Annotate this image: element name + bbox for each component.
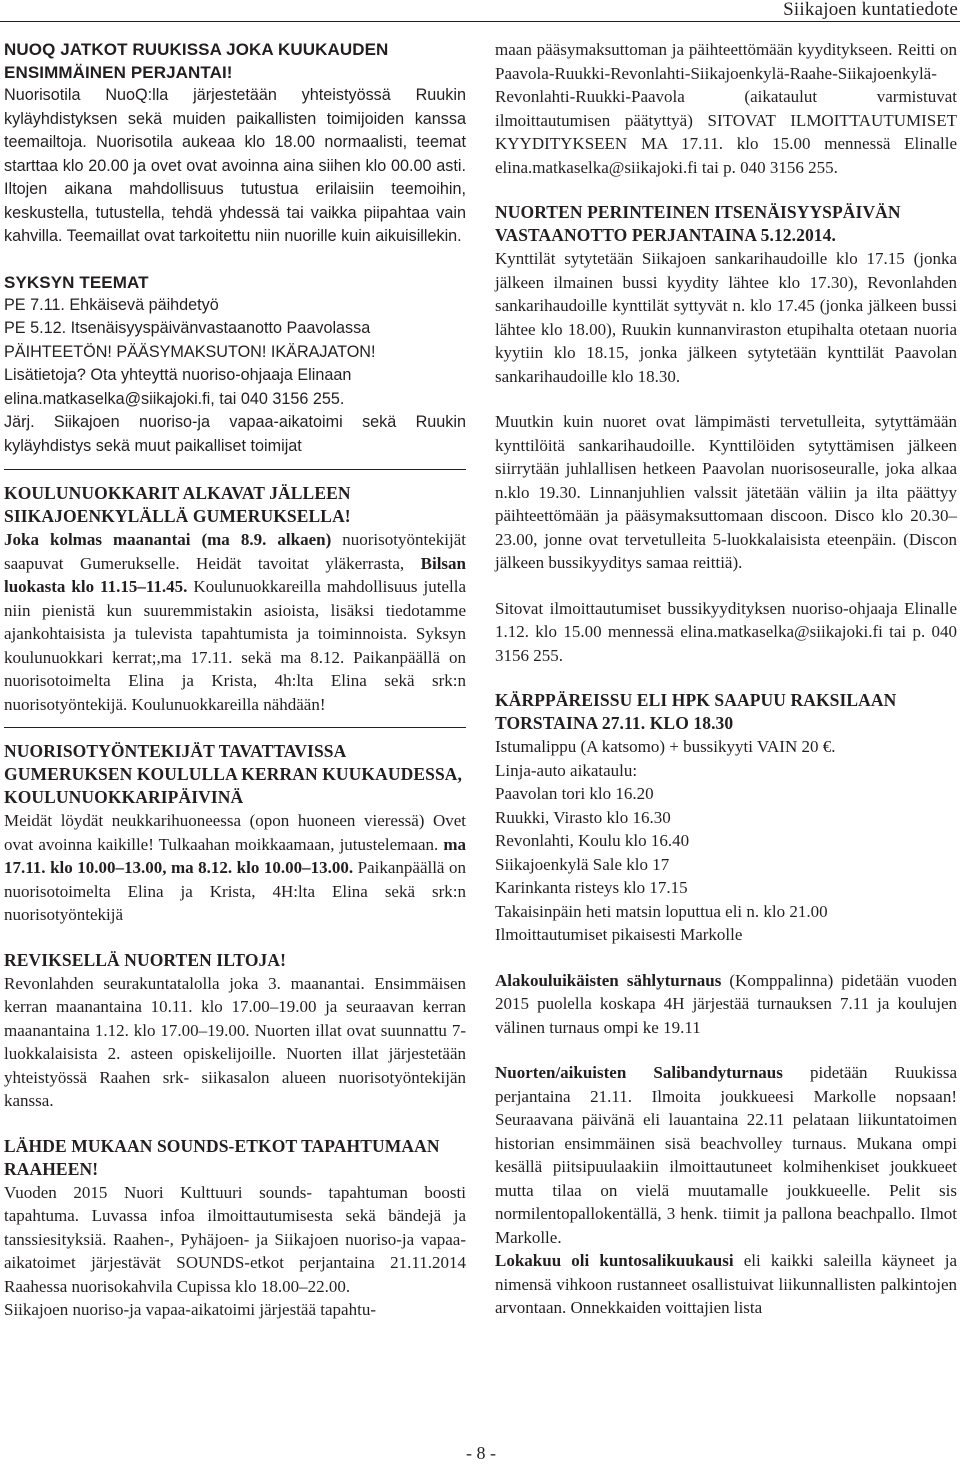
theme-line-2: PE 5.12. Itsenäisyyspäivänvastaanotto Paavolassa [4,319,371,337]
section-heading-reviksella: REVIKSELLÄ NUORTEN ILTOJA! [4,949,287,970]
paragraph-kuntosalikuukausi: Lokakuu oli kuntosalikuukausi eli kaikki saleilla käyneet ja nimensä vihkoon rustanneet osallistuivat liikunnallisten palkintojen arvontaan. Onnekkaiden voittajien lista [495,1251,957,1317]
paragraph-nuoq-intro: Nuorisotila NuoQ:lla järjestetään yhteistyössä Ruukin kyläyhdistyksen sekä muiden paikallisten toimijoiden kanssa teemailtoja. Nuorisotila aukeaa klo 18.00 normaalisti, teemat starttaa klo 20.00 ja ovet ovat avoinna aina siihen klo 00.00 asti. Iltojen aikana mahdollisuus tutustua erilaisiin teemoihin, keskustella, tutustella, tehdä yhdessä tai vaikka piipahtaa vain kahvilla. Teemaillat ovat tarkoitettu niin nuorille kuin aikuisillekin. [4,86,466,245]
schedule-stop: Karinkanta risteys klo 17.15 [495,878,688,897]
organizers-paragraph: Järj. Siikajoen nuoriso-ja vapaa-aikatoimi sekä Ruukin kyläyhdistys sekä muut paikalliset toimijat [4,413,466,455]
schedule-stop: Siikajoenkylä Sale klo 17 [495,854,670,874]
page-number: - 8 - [466,1443,496,1463]
paragraph-koulunuokkarit: Joka kolmas maanantai (ma 8.9. alkaen) nuorisotyöntekijät saapuvat Gumerukselle. Heidät tavoitat yläkerrasta, Bilsan luokasta klo 11.15–11.45. Koulunuokkareilla mahdollisuus jutella niin pienistä kun suuremmistakin asioista, lisäksi tiedotamme ajankohtaisista ja tulevista tapahtumista ja toiminnoista. Syksyn koulunuokkari kerrat;,ma 17.11. sekä ma 8.12. Paikanpäällä on nuorisotoimelta Elina ja Krista, 4h:lta Elina sekä srk:n nuorisotyöntekijä. Koulunuokkareilla nähdään! [4,530,467,714]
section-heading-nuoq: NUOQ JATKOT RUUKISSA JOKA KUUKAUDEN ENSIMMÄINEN PERJANTAI! [4,40,389,82]
paragraph-sounds-etkot: Vuoden 2015 Nuori Kulttuuri sounds- tapahtuman boosti tapahtuma. Luvassa infoa ilmoittautumisesta sekä bändejä ja tanssiesityksiä. Raahen-, Pyhäjoen- ja Siikajoen nuoriso-ja vapaa-aikatoimet järjestävät SOUNDS-etkot perjantaina 21.11.2014 Raahessa nuorisokahvila Cupissa klo 18.00–22.00. [4,1182,466,1296]
schedule-stop: Ruukki, Virasto klo 16.30 [495,807,671,827]
schedule-stop: Paavolan tori klo 16.20 [495,784,654,803]
paragraph-salibandyturnaus: Nuorten/aikuisten Salibandyturnaus pidetään Ruukissa perjantaina 21.11. Ilmoita joukkueesi Markolle nopsaan! Seuraavana päivänä eli lauantaina 22.11 pelataan liikuntatoimen historian ensimmäinen sisä beachvolley turnaus. Mukana ompi kesällä piitsipuulaakiin ilmoittautuneet kolmihenkiset joukkueet mutta tilaa on vielä muutamalle joukkueelle. Pelit sis normilentopallokentällä, 3 henk. tiimit ja pallona beachpallo. Ilmot Markolle. [495,1063,957,1247]
paragraph-sahlyturnaus: Alakouluikäisten sählyturnaus (Komppalinna) pidetään vuoden 2015 puolella koskapa 4H järjestää turnauksen 7.11 ja koulujen välinen turnaus ompi ke 19.11 [495,970,957,1037]
contact-line: elina.matkaselka@siikajoki.fi, tai 040 3156 255. [4,389,345,408]
schedule-stop: Revonlahti, Koulu klo 16.40 [495,831,690,850]
section-heading-sounds-etkot: LÄHDE MUKAAN SOUNDS-ETKOT TAPAHTUMAAN RAAHEEN! [4,1135,440,1179]
paragraph-sounds-etkot-cont: Siikajoen nuoriso-ja vapaa-aikatoimi järjestää tapahtu- [4,1300,376,1319]
right-column [495,38,957,1320]
registration-line: Ilmoittautumiset pikaisesti Markolle [495,925,743,944]
paragraph-tervetulleita: Muutkin kuin nuoret ovat lämpimästi tervetulleita, sytyttämään kynttilöitä sankarihaudoille. Kynttilöiden sytyttämisen jälkeen siirrytään juhlallisen hetkeen Paavolan nuorisoseuralle, joka alkaa n.klo 19.30. Linnanjuhlien valssit jätetään väliin ja ilta päättyy päihteettömään ja pääsymaksuttomaan discoon. Disco klo 20.30–23.00, jonne ovat tervetulleita 5-luokkalaisista eteenpäin. (Discon jälkeen bussikyyditys samaa reittiä). [495,412,957,572]
divider [4,727,466,728]
section-heading-koulunuokkarit: KOULUNUOKKARIT ALKAVAT JÄLLEEN SIIKAJOENKYLÄLLÄ GUMERUKSELLA! [4,483,351,526]
section-heading-nuorisotyontekijat: NUORISOTYÖNTEKIJÄT TAVATTAVISSA GUMERUKSEN KOULULLA KERRAN KUUKAUDESSA, KOULUNUOKKARIPÄIVINÄ [4,741,462,807]
theme-line-4: Lisätietoja? Ota yhteyttä nuoriso-ohjaaja Elinaan [4,366,352,384]
left-column [4,38,466,1322]
ticket-line: Istumalippu (A katsomo) + bussikyyti VAIN 20 €. [495,737,836,756]
publication-title: Siikajoen kuntatiedote [777,0,958,21]
header-rule [0,21,960,22]
section-heading-itsenaisyyspaiva: NUORTEN PERINTEINEN ITSENÄISYYSPÄIVÄN VASTAANOTTO PERJANTAINA 5.12.2014. [495,202,901,245]
paragraph-kyyditys: maan pääsymaksuttoman ja päihteettömään kyyditykseen. Reitti on Paavola-Ruukki-Revonlahti-Siikajoenkylä-Raahe-Siikajoenkylä-Revonlahti-Ruukki-Paavola (aikataulut varmistuvat ilmoittautumisen päätyttyä) SITOVAT ILMOITTAUTUMISET KYYDITYKSEEN MA 17.11. klo 15.00 mennessä Elinalle elina.matkaselka@siikajoki.fi tai p. 040 3156 255. [495,40,957,177]
section-heading-karppareissu: KÄRPPÄREISSU ELI HPK SAAPUU RAKSILAAN TORSTAINA 27.11. KLO 18.30 [495,690,897,733]
page-header [0,0,960,24]
paragraph-ilmoittautumiset: Sitovat ilmoittautumiset bussikyydityksen nuoriso-ohjaaja Elinalle 1.12. klo 15.00 mennessä elina.matkaselka@siikajoki.fi tai p. 040 3156 255. [495,598,957,665]
return-line: Takaisinpäin heti matsin loputtua eli n. klo 21.00 [495,901,828,921]
divider [4,469,466,470]
paragraph-kynttilat: Kynttilät sytytetään Siikajoen sankarihaudoille klo 17.15 (jonka jälkeen ilmainen bussi kyydity lähtee klo 17.30), Revonlahden sankarihaudoille kynttilät syttyvät n. klo 17.45 (jonka jälkeen bussi lähtee klo 18.00), Ruukin kunnanviraston etupihalta otetaan nuoria kyytiin klo 18.15, jonka jälkeen sytytetään kynttilät Paavolan sankarihaudoille klo 18.30. [495,249,957,386]
theme-line-3: PÄIHTEETÖN! PÄÄSYMAKSUTON! IKÄRAJATON! [4,342,376,361]
paragraph-reviksella: Revonlahden seurakuntatalolla joka 3. maanantai. Ensimmäisen kerran maanantaina 10.11. klo 17.00–19.00 ja seuraavan kerran maanantaina 1.12. klo 17.00–19.00. Nuorten illat ovat suunnattu 7-luokkalaisista 2. asteen opiskelijoille. Nuorten illat järjestetään yhteistyössä Raahen srk- siikasalon alueen nuorisotyöntekijän kanssa. [4,973,466,1110]
paragraph-nuorisotyontekijat: Meidät löydät neukkarihuoneessa (opon huoneen vieressä) Ovet ovat avoinna kaikille! Tulkaahan moikkaamaan, jutustelemaan. ma 17.11. klo 10.00–13.00, ma 8.12. klo 10.00–13.00. Paikanpäällä on nuorisotoimelta Elina ja Krista, 4H:lta Elina sekä srk:n nuorisotyöntekijä [4,811,466,924]
theme-line-1: PE 7.11. Ehkäisevä päihdetyö [4,295,219,314]
subheading-syksyn-teemat: SYKSYN TEEMAT [4,272,149,292]
schedule-heading: Linja-auto aikataulu: [495,760,638,780]
